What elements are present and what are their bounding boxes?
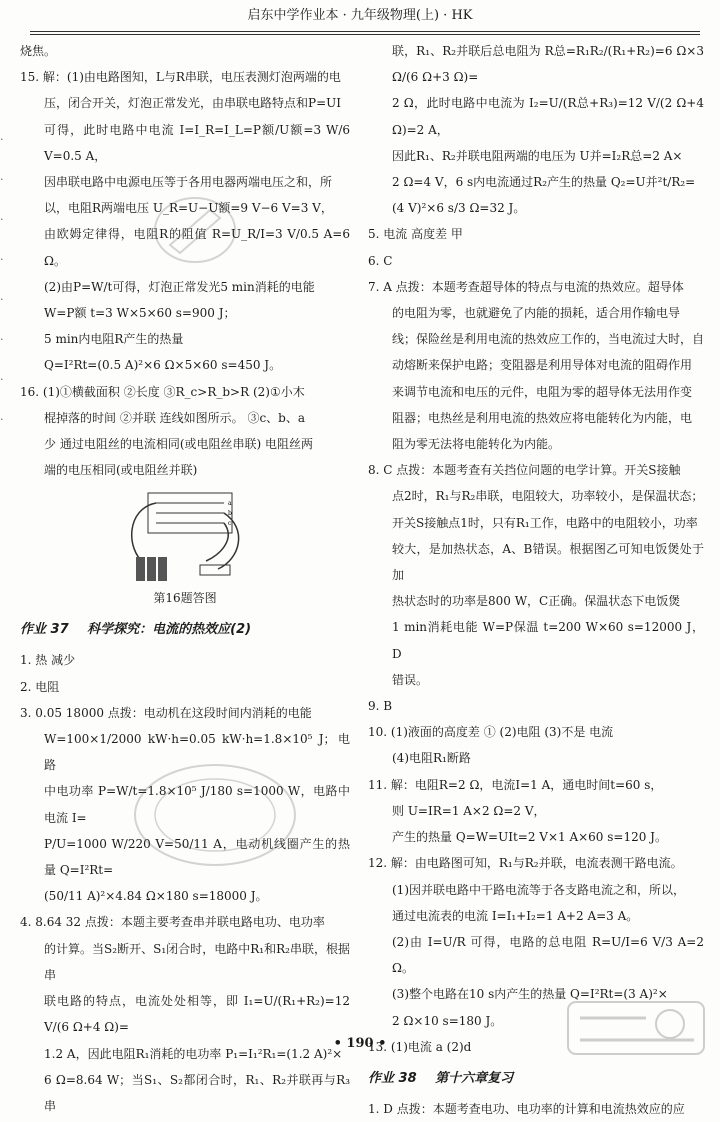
answer-7-line: 7. A 点拨：本题考查超导体的特点与电流的热效应。超导体 xyxy=(368,279,684,294)
answer-4-line: 联电路的特点，电流处处相等，即 I₁=U/(R₁+R₂)=12 V/(6 Ω+4 Ω)= xyxy=(44,994,350,1035)
answer-15-line: W=P额 t=3 W×5×60 s=900 J； xyxy=(44,306,236,321)
answer-4-line: 联，R₁、R₂并联后总电阻为 R总=R₁R₂/(R₁+R₂)=6 Ω×3 Ω/(6 Ω+3 Ω)= xyxy=(392,44,704,85)
answer-4-line: 的计算。当S₂断开、S₁闭合时，电路中R₁和R₂串联，根据串 xyxy=(44,941,350,982)
answer-3-line: P/U=1000 W/220 V=50/11 A，电动机线圈产生的热量 Q=I²Rt= xyxy=(44,836,350,878)
header-rule xyxy=(30,31,700,32)
answer-12-line: 12. 解：由电路图可知，R₁与R₂并联，电流表测干路电流。 xyxy=(368,856,683,871)
chapter-title: 第十六章复习 xyxy=(435,1070,514,1086)
right-column xyxy=(368,38,704,1122)
answer-15-line: 可得，此时电路中电流 I=I_R=I_L=P额/U额=3 W/6 V=0.5 A， xyxy=(44,122,350,163)
seal-stamp-icon xyxy=(130,760,300,870)
answer-3-line: (50/11 A)²×4.84 Ω×180 s=18000 J。 xyxy=(44,889,268,904)
answer-line: 6. C xyxy=(368,253,393,268)
answer-8-line: 热状态时的功率是800 W，C正确。保温状态下电饭煲 xyxy=(392,594,681,609)
answer-12-line: (1)因并联电路中干路电流等于各支路电流之和，所以， xyxy=(392,882,686,897)
answer-16-line: 16. (1)①横截面积 ②长度 ③R_c>R_b>R (2)①小木 xyxy=(20,384,305,399)
answer-8-line: 错误。 xyxy=(392,672,429,687)
answer-15-line: 压，闭合开关，灯泡正常发光，由串联电路特点和P=UI xyxy=(44,96,341,111)
answer-7-line: 动熔断来保护电路；变阻器是利用导体对电流的阻碍作用 xyxy=(392,358,693,373)
answer-4-line: (4 V)²×6 s/3 Ω=32 J。 xyxy=(392,201,526,216)
chapter-number: 作业 38 xyxy=(368,1070,417,1086)
answer-7-line: 阻为零无法将电能转化为内能。 xyxy=(392,437,561,452)
answer-15-line: Q=I²Rt=(0.5 A)²×6 Ω×5×60 s=450 J。 xyxy=(44,358,282,373)
answer-8-line: 较大，是加热状态，A、B错误。根据图乙可知电饭煲处于加 xyxy=(392,541,704,583)
watermark-logo-icon xyxy=(566,1000,706,1056)
answer-4-line: 2 Ω，此时电路中电流为 I₂=U/(R总+R₃)=12 V/(2 Ω+4 Ω)=2 A， xyxy=(392,96,704,137)
answer-15-line: 15. 解：(1)由电路图知，L与R串联，电压表测灯泡两端的电 xyxy=(20,70,341,85)
answer-3-line: 3. 0.05 18000 点拨：电动机在这段时间内消耗的电能 xyxy=(20,705,312,720)
answer-line: 2. 电阻 xyxy=(20,679,60,694)
circuit-figure xyxy=(120,489,250,585)
answer-4-line: 2 Ω=4 V，6 s内电流通过R₂产生的热量 Q₂=U并²t/R₂= xyxy=(392,175,696,190)
answer-12-line: 2 Ω×10 s=180 J。 xyxy=(392,1013,503,1028)
svg-text:c: c xyxy=(228,520,232,528)
answer-7-line: 来调节电流和电压的元件，电阻为零的超导体无法用作变 xyxy=(392,384,693,399)
answer-line: 1. D 点拨：本题考查电功、电功率的计算和电流热效应的应 xyxy=(368,1101,685,1116)
chapter-heading-37 xyxy=(20,617,350,643)
answer-line: 5. 电流 高度差 甲 xyxy=(368,227,463,242)
left-margin-bleed: · · · · · · · · xyxy=(0,133,4,426)
svg-text:a: a xyxy=(228,500,232,508)
answer-16-line: 端的电压相同(或电阻丝并联) xyxy=(44,463,198,478)
answer-line: 9. B xyxy=(368,699,393,714)
answer-15-line: (2)由P=W/t可得，灯泡正常发光5 min消耗的电能 xyxy=(44,279,315,294)
answer-13-line: 13. (1)电流 a (2)d xyxy=(368,1039,472,1054)
answer-8-line: 1 min消耗电能 W=P保温 t=200 W×60 s=12000 J，D xyxy=(392,620,704,661)
answer-3-line: W=100×1/2000 kW·h=0.05 kW·h=1.8×10⁵ J；电路 xyxy=(44,732,350,773)
running-header: 启东中学作业本 · 九年级物理(上) · HK xyxy=(247,8,473,23)
answer-15-line: 以，电阻R两端电压 U_R=U−U额=9 V−6 V=3 V， xyxy=(44,201,333,216)
answer-15-line: 由欧姆定律得，电阻R的阻值 R=U_R/I=3 V/0.5 A=6 Ω。 xyxy=(44,227,350,268)
chapter-title: 科学探究：电流的热效应(2) xyxy=(87,622,252,638)
answer-15-line: 5 min内电阻R产生的热量 xyxy=(44,332,184,347)
answer-12-line: 通过电流表的电流 I=I₁+I₂=1 A+2 A=3 A。 xyxy=(392,908,639,923)
answer-16-line: 棍掉落的时间 ②并联 连线如图所示。 ③c、b、a xyxy=(44,410,306,425)
chapter-number: 作业 37 xyxy=(20,622,69,638)
answer-8-line: 8. C 点拨：本题考查有关挡位问题的电学计算。开关S接触 xyxy=(368,463,681,478)
answer-12-line: (2)由 I=U/R 可得，电路的总电阻 R=U/I=6 V/3 A=2 Ω。 xyxy=(392,934,704,976)
header-rule-double xyxy=(30,34,700,35)
answer-10-line: (4)电阻R₁断路 xyxy=(392,751,471,766)
answer-line: 烧焦。 xyxy=(20,44,57,58)
answer-3-line: 中电功率 P=W/t=1.8×10⁵ J/180 s=1000 W，电路中电流 I= xyxy=(44,784,350,825)
answer-7-line: 线；保险丝是利用电流的热效应工作的，当电流过大时，自 xyxy=(392,332,705,347)
page-number: • 190 • xyxy=(333,1036,387,1051)
answer-10-line: 10. (1)液面的高度差 ① (2)电阻 (3)不是 电流 xyxy=(368,725,614,740)
answer-8-line: 开关S接触点1时，只有R₁工作，电路中的电阻较小，功率 xyxy=(392,515,698,530)
answer-line: 1. 热 减少 xyxy=(20,653,76,668)
pencil-stamp-icon xyxy=(150,190,240,270)
answer-12-line: (3)整个电路在10 s内产生的热量 Q=I²Rt=(3 A)²× xyxy=(392,987,668,1002)
svg-text:b: b xyxy=(228,510,232,518)
answer-4-line: 因此R₁、R₂并联电阻两端的电压为 U并=I₂R总=2 A× xyxy=(392,148,683,163)
answer-4-line: 1.2 A，因此电阻R₁消耗的电功率 P₁=I₁²R₁=(1.2 A)²× xyxy=(44,1046,343,1061)
answer-4-line: 6 Ω=8.64 W；当S₁、S₂都闭合时，R₁、R₂并联再与R₃串 xyxy=(44,1072,350,1113)
answer-15-line: 因串联电路中电源电压等于各用电器两端电压之和，所 xyxy=(44,175,333,190)
answer-11-line: 11. 解：电阻R=2 Ω，电流I=1 A，通电时间t=60 s， xyxy=(368,777,663,792)
figure-caption: 第16题答图 xyxy=(153,591,217,606)
answer-11-line: 产生的热量 Q=W=UIt=2 V×1 A×60 s=120 J。 xyxy=(392,830,667,845)
answer-7-line: 的电阻为零，也就避免了内能的损耗，适合用作输电导 xyxy=(392,306,681,321)
answer-11-line: 则 U=IR=1 A×2 Ω=2 V， xyxy=(392,803,546,818)
answer-8-line: 点2时，R₁与R₂串联，电阻较大，功率较小，是保温状态； xyxy=(392,489,704,504)
answer-4-line: 4. 8.64 32 点拨：本题主要考查串并联电路电功、电功率 xyxy=(20,915,325,930)
circuit-diagram-icon xyxy=(120,489,250,585)
answer-16-line: 少 通过电阻丝的电流相同(或电阻丝串联) 电阻丝两 xyxy=(44,437,313,452)
chapter-heading-38 xyxy=(368,1066,704,1092)
answer-7-line: 阻器；电热丝是利用电流的热效应将电能转化为内能，电 xyxy=(392,410,693,425)
